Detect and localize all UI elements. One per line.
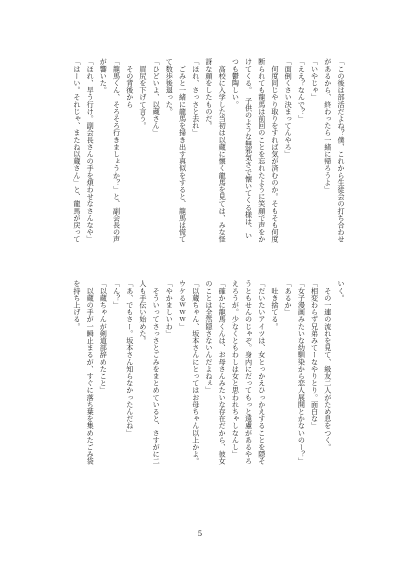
page-number: 5 [197, 530, 203, 538]
upper-text-block: 「この後は部活だよね？僕、これから生徒会の打ち合わせ があるから、終わったら一緒に帰ろうよ」 「いやじゃ」 「ええ？なんで？」 「面倒くさい決まってんやろ」 何度同じやり取りをすれば気が済むのか。そもそも何度 断られても龍馬は前回のことを忘れたように笑顔で声をか けてくる。 子供のような無邪気さで懐いてくる様は、い つも鬱陶しい。 高校に入学した当初は以蔵に懐く龍馬を見ては、みな怪 訝な顔をしたものだ。 「ほれ、さっさと去れ」 ごみと一緒に龍馬を掃き出す真似をすると、龍馬は慌て て数歩後退った。 「ひどいよ、以蔵さん」 眉尻を下げて言う。 その背後から 「龍馬くん、そろそろ行きましょうか？」と、副会長の声 が響いた。 「ほれ、早う行け。副会長さんの手を煩わせなさんなや」 「はーい。それじゃ、またね以蔵さん」と、龍馬が戻って [72, 58, 346, 243]
lower-text-block: いく。 その一連の流れを見て、級友二人がため息をつく。 「相変わらず兄弟みてーなやりとり。面白な」 「女子漫画みたいな幼馴染から恋人展開とかないのー？」 「あるか」 吐き捨てる。 「だいたいアイツは、女とっかえひっかえすることを隠そ うともせんのじゃぞ。身内にだってもっと遠慮があるやろ えろうが。少なくともわしは女と思われちゃしなんし」 「確かに龍馬くんは、お母さんみたいな存在だから、彼女 のことは全然隠さないんだよねぇ」 「以蔵ちゃん、坂本さんにとってはお母ちゃん以上かよ。 ウケるｗｗｗ」 「やかましいわ」 そういってさっさとごみをまとめていると、さすがに二 人も手伝い始めた。 「あ、でもさー。坂本さん知らなかったんだね」 「ん？」 「以蔵ちゃんが剣道部辞めたこと」 以蔵の手が一瞬止まるが、すぐに落ち葉を集めたごみ袋 を持ち上げる。 [72, 280, 346, 465]
